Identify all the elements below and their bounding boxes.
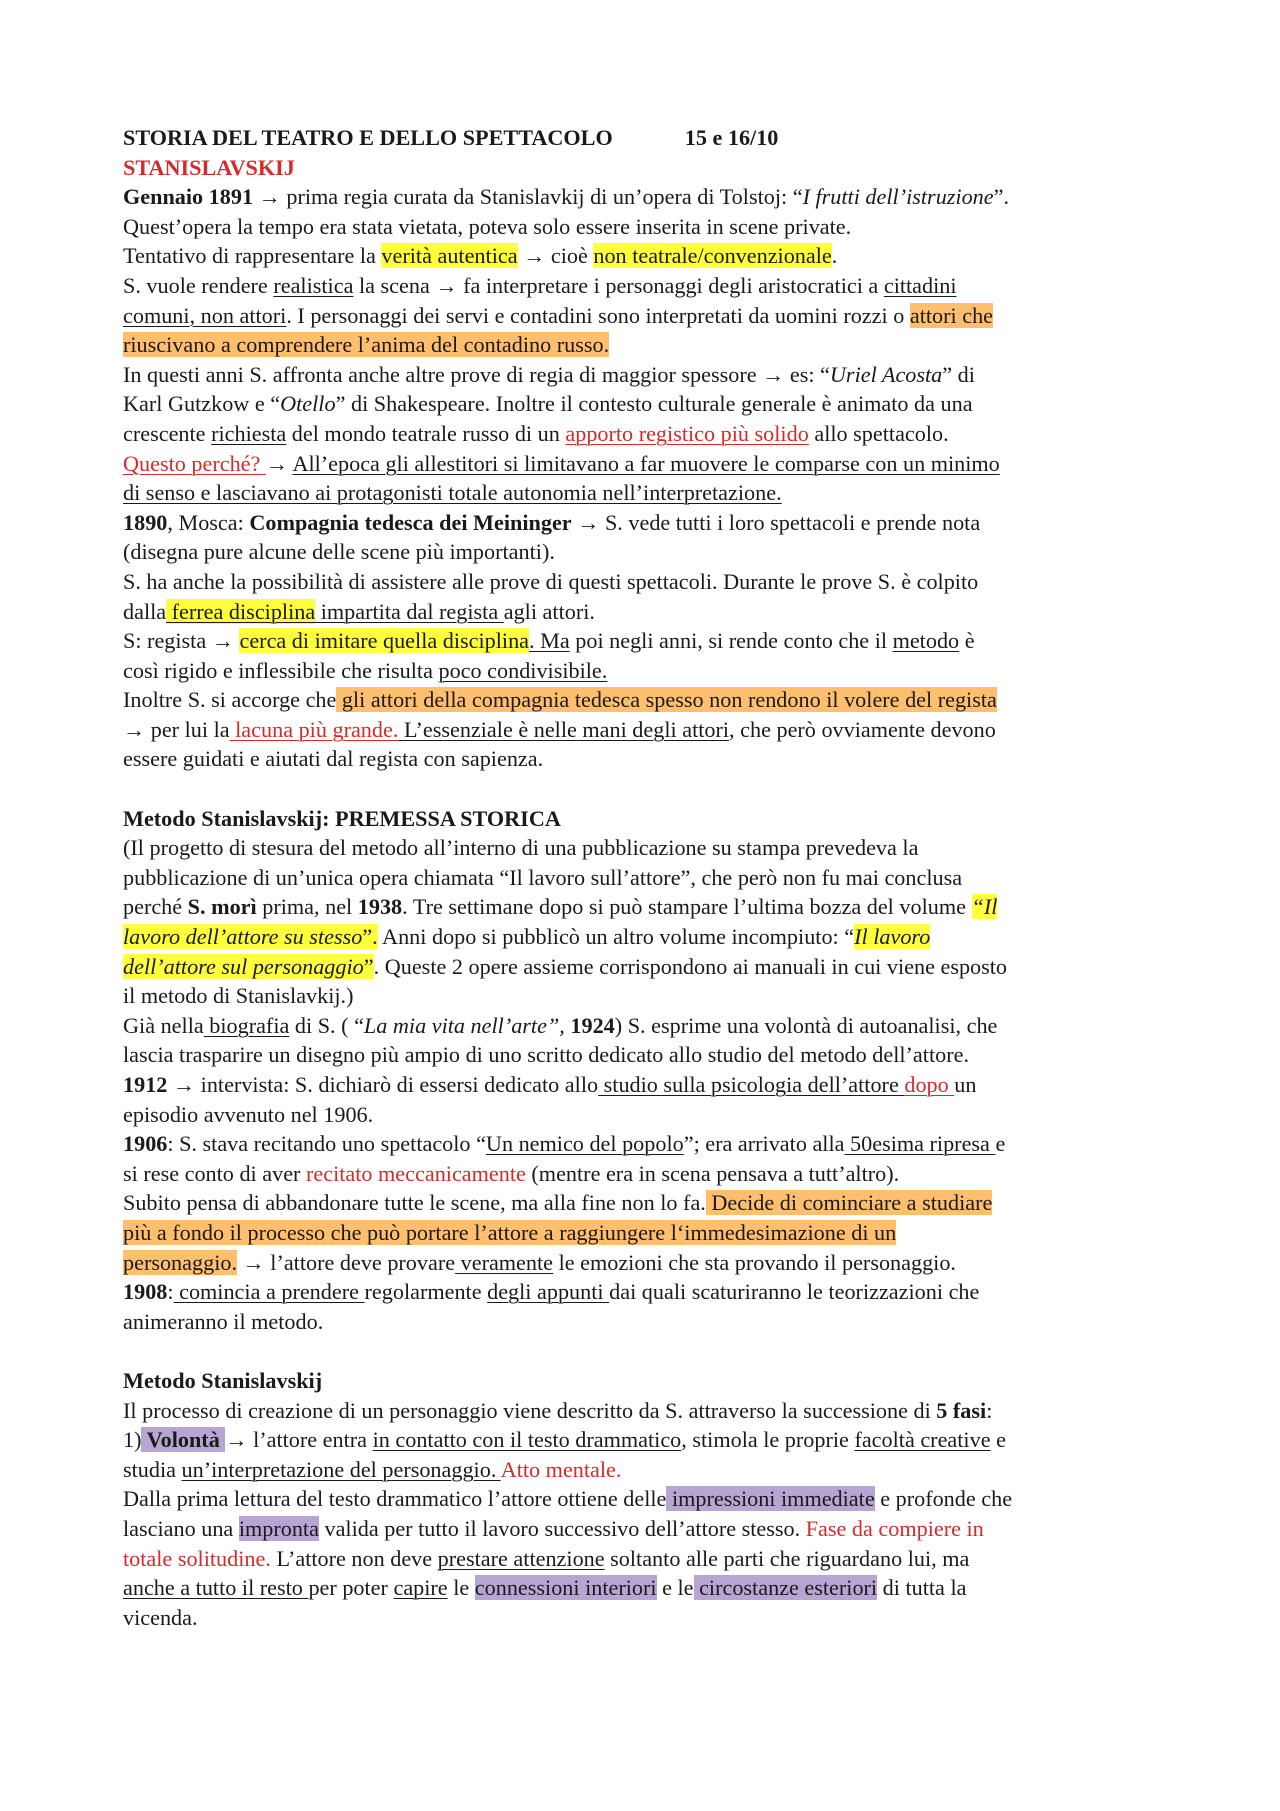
section-heading-text: Metodo Stanislavskij (123, 1367, 323, 1393)
paragraph-line (123, 922, 1168, 952)
text-run: e le (656, 1575, 694, 1601)
text-run: la scena → fa interpretare i personaggi degli aristocratici a (353, 272, 884, 298)
work-title: I frutti dell’istruzione (802, 184, 994, 210)
paragraph-line (123, 389, 1168, 419)
paragraph-line (123, 241, 1168, 271)
paragraph-line (123, 1188, 1168, 1218)
text-run: S. vuole rendere (123, 272, 274, 298)
text-run: dai quali scaturiranno le teorizzazioni che (609, 1279, 980, 1305)
paragraph-line (123, 626, 1168, 656)
underlined-term: poco condivisibile. (438, 657, 608, 683)
paragraph-line (123, 1425, 1168, 1455)
text-run: poi negli anni, si rende conto che il (569, 628, 893, 654)
text-run: le (447, 1575, 475, 1601)
paragraph-line (123, 1070, 1168, 1100)
underlined-term: comincia a prendere (173, 1279, 365, 1305)
highlight-yellow: verità autentica (381, 243, 518, 269)
paragraph-line (123, 1129, 1168, 1159)
text-run: regolarmente (364, 1279, 488, 1305)
underlined-term: un’interpretazione del personaggio. (181, 1456, 501, 1482)
text-run: agli attori. (503, 598, 595, 624)
text-run: così rigido e inflessibile che risulta (123, 657, 439, 683)
text-run: → per lui la (123, 716, 230, 742)
text-run: allo spettacolo. (808, 420, 949, 446)
date-term: 1890 (123, 509, 168, 535)
text-run: : S. stava recitando uno spettacolo “ (167, 1131, 486, 1157)
section-heading-text: Metodo Stanislavskij: PREMESSA STORICA (123, 805, 561, 831)
highlight-orange: gli attori della compagnia tedesca spesso non rendono il volere del regista (336, 687, 997, 713)
underlined-term: Un nemico del popolo (485, 1131, 684, 1157)
text-run: è (959, 628, 975, 654)
highlight-yellow: ferrea disciplina (166, 598, 316, 624)
highlight-yellow: ”. (362, 924, 378, 950)
underlined-term: realistica (273, 272, 354, 298)
paragraph-line: lascia trasparire un disegno più ampio di uno scritto dedicato allo studio del metodo dell’attore. (123, 1042, 969, 1068)
section-heading (123, 1366, 1168, 1396)
spacer (123, 1336, 1168, 1366)
text-run: e (990, 1427, 1006, 1453)
underlined-term: in contatto con il testo drammatico (372, 1427, 682, 1453)
text-run: → l’attore deve provare (237, 1249, 456, 1275)
text-run: ” di (942, 361, 975, 387)
text-run: , stimola le proprie (681, 1427, 855, 1453)
paragraph-line: S. ha anche la possibilità di assistere alle prove di questi spettacoli. Durante le prove S. è colpito (123, 568, 979, 594)
text-run: → prima regia curata da Stanislavkij di un’opera di Tolstoj: “ (253, 184, 803, 210)
paragraph-line: Quest’opera la tempo era stata vietata, poteva solo essere inserita in scene private. (123, 213, 852, 239)
text-run: . I personaggi dei servi e contadini sono interpretati da uomini rozzi o (286, 302, 910, 328)
section-stanislavskij (123, 182, 1168, 774)
highlight-orange: personaggio. (123, 1249, 237, 1275)
bold-term: S. morì (187, 894, 257, 920)
highlight-yellow: “Il (971, 894, 998, 920)
document-date: 15 e 16/10 (684, 125, 779, 150)
work-title: Otello (280, 391, 336, 417)
date-term: 1912 (123, 1072, 168, 1097)
highlight-yellow: dell’attore sul personaggio (123, 953, 364, 979)
highlight-yellow: cerca di imitare quella disciplina (239, 628, 530, 654)
underlined-term: 50esima ripresa (844, 1131, 996, 1157)
highlight-yellow: lavoro dell’attore su stesso (123, 924, 363, 950)
text-run: Karl Gutzkow e “ (123, 391, 281, 417)
text-run: lasciano una (123, 1515, 239, 1541)
paragraph-line (123, 1455, 1168, 1485)
text-run: studia (123, 1456, 182, 1482)
paragraph-line (123, 1514, 1168, 1544)
text-run: Dalla prima lettura del testo drammatico l’attore ottiene delle (123, 1486, 667, 1512)
red-underlined-term: apporto registico più solido (565, 420, 809, 446)
text-run: → intervista: S. dichiarò di essersi dedicato allo (167, 1072, 599, 1097)
text-run: e profonde che (874, 1486, 1013, 1512)
text-run: 1) (123, 1427, 142, 1453)
text-run: soltanto alle parti che riguardano lui, ma (604, 1545, 970, 1571)
text-run: un (954, 1072, 977, 1097)
paragraph-line (123, 1248, 1168, 1278)
text-run: crescente (123, 420, 212, 446)
text-run: → l’attore entra (225, 1427, 373, 1453)
section-premessa-storica (123, 804, 1168, 1337)
text-run: → (265, 450, 293, 476)
text-run: dalla (123, 598, 167, 624)
text-run: → S. vede tutti i loro spettacoli e prende nota (571, 509, 981, 535)
underlined-term: impartita dal regista (315, 598, 504, 624)
text-run: di tutta la (877, 1575, 967, 1601)
section-heading (123, 804, 1168, 834)
text-run: del mondo teatrale russo di un (286, 420, 566, 446)
text-run: ”, (546, 1012, 571, 1038)
text-run: perché (123, 894, 188, 920)
paragraph-line (123, 656, 1168, 686)
section-metodo (123, 1366, 1168, 1632)
paragraph-line (123, 1396, 1168, 1426)
paragraph-line: (disegna pure alcune delle scene più importanti). (123, 539, 555, 565)
paragraph-line (123, 1159, 1168, 1189)
text-run: , Mosca: (167, 509, 250, 535)
work-title: La mia vita nell’arte (363, 1012, 547, 1038)
highlight-purple: impressioni immediate (666, 1486, 875, 1512)
paragraph-line: animeranno il metodo. (123, 1308, 324, 1334)
text-run: Tentativo di rappresentare la (123, 243, 382, 269)
red-question: Questo perché? (123, 450, 266, 476)
text-run: prima, nel (256, 894, 358, 920)
paragraph-line (123, 1218, 1168, 1248)
red-underlined-term: dopo (904, 1072, 955, 1097)
underlined-term: facoltà creative (854, 1427, 991, 1453)
highlight-orange: più a fondo il processo che può portare l’attore a raggiungere l‘immedesimazione di un (123, 1219, 897, 1245)
paragraph-line (123, 1484, 1168, 1514)
text-run: → cioè (517, 243, 594, 269)
paragraph-line: vicenda. (123, 1604, 198, 1630)
highlight-yellow: Il lavoro (854, 924, 931, 950)
paragraph-line: episodio avvenuto nel 1906. (123, 1101, 374, 1127)
paragraph-line: essere guidati e aiutati dal regista con sapienza. (123, 746, 544, 772)
paragraph-line (123, 419, 1168, 449)
document-subtitle-line (123, 153, 1168, 183)
underlined-term: comuni, non attori (123, 302, 287, 328)
text-run: Già nella (123, 1012, 204, 1038)
highlight-purple: Volontà (141, 1427, 226, 1453)
highlight-purple: connessioni interiori (474, 1575, 657, 1601)
paragraph-line (123, 597, 1168, 627)
document-title: STORIA DEL TEATRO E DELLO SPETTACOLO (123, 125, 613, 150)
text-run: L’attore non deve (270, 1545, 438, 1571)
underlined-term: biografia (203, 1012, 290, 1038)
underlined-term: anche a tutto il resto (123, 1575, 309, 1601)
paragraph-line: di senso e lasciavano ai protagonisti totale autonomia nell’interpretazione. (123, 480, 782, 506)
red-term: Fase da compiere in (805, 1515, 984, 1541)
work-title: Uriel Acosta (829, 361, 943, 387)
document-subtitle: STANISLAVSKIJ (123, 154, 295, 180)
text-run: : (167, 1279, 174, 1305)
underlined-term: studio sulla psicologia dell’attore (598, 1072, 905, 1097)
text-run: si rese conto di aver (123, 1160, 306, 1186)
bold-term: Compagnia tedesca dei Meininger (249, 509, 572, 535)
text-run: In questi anni S. affronta anche altre prove di regia di maggior spessore → es: “ (123, 361, 830, 387)
highlight-yellow: ” (363, 953, 374, 979)
text-run: e (995, 1131, 1006, 1157)
text-run: Subito pensa di abbandonare tutte le scene, ma alla fine non lo fa. (123, 1190, 706, 1216)
spacer (123, 774, 1168, 804)
text-run: ” di Shakespeare. Inoltre il contesto culturale generale è animato da una (335, 391, 973, 417)
paragraph-line (123, 715, 1168, 745)
text-run: . (831, 243, 838, 269)
bold-term: 5 fasi (936, 1397, 987, 1423)
text-run: di S. ( “ (289, 1012, 364, 1038)
underlined-term: cittadini (883, 272, 957, 298)
text-run: ”. (993, 184, 1010, 210)
paragraph-line (123, 449, 1168, 479)
paragraph-line (123, 330, 1168, 360)
text-run: Anni dopo si pubblicò un altro volume incompiuto: “ (377, 924, 855, 950)
date-term: 1924 (570, 1012, 615, 1038)
text-run: Inoltre S. si accorge che (123, 687, 337, 713)
highlight-orange: Decide di cominciare a studiare (705, 1190, 993, 1216)
highlight-yellow: non teatrale/convenzionale (593, 243, 832, 269)
text-run: . Tre settimane dopo si può stampare l’ultima bozza del volume (402, 894, 972, 920)
text-run: ”; era arrivato alla (683, 1131, 845, 1157)
highlight-purple: circostanze esteriori (693, 1575, 878, 1601)
date-term: 1938 (357, 894, 403, 920)
paragraph-line (123, 952, 1168, 982)
paragraph-line: (Il progetto di stesura del metodo all’interno di una pubblicazione su stampa prevedeva la (123, 835, 919, 861)
paragraph-line (123, 1011, 1168, 1041)
text-run: Il processo di creazione di un personaggio viene descritto da S. attraverso la successione di (123, 1397, 937, 1423)
date-term: 1906 (123, 1131, 168, 1157)
red-underlined-term: lacuna più grande. (229, 716, 399, 742)
date-term: 1908 (123, 1279, 168, 1305)
paragraph-line (123, 508, 1168, 538)
text-run: : (986, 1397, 993, 1423)
highlight-purple: impronta (238, 1515, 319, 1541)
text-run: per poter (308, 1575, 394, 1601)
red-term: Atto mentale. (500, 1456, 622, 1482)
paragraph-line (123, 1544, 1168, 1574)
underlined-term: prestare attenzione (437, 1545, 605, 1571)
text-run: S: regista → (123, 628, 240, 654)
text-run: . Queste 2 opere assieme corrispondono ai manuali in cui viene esposto (373, 953, 1008, 979)
paragraph-line (123, 271, 1168, 301)
underlined-term: degli appunti (487, 1279, 610, 1305)
paragraph-line: pubblicazione di un’unica opera chiamata “Il lavoro sull’attore”, che però non fu mai conclusa (123, 864, 963, 890)
paragraph-line: il metodo di Stanislavkij.) (123, 983, 354, 1009)
underlined-term: veramente (455, 1249, 554, 1275)
paragraph-line (123, 301, 1168, 331)
text-run: le emozioni che sta provando il personaggio. (553, 1249, 956, 1275)
paragraph-line (123, 1573, 1168, 1603)
highlight-orange: riuscivano a comprendere l’anima del contadino russo. (123, 332, 610, 358)
paragraph-line (123, 892, 1168, 922)
paragraph-line (123, 182, 1168, 212)
red-term: recitato meccanicamente (305, 1160, 526, 1186)
date-term: Gennaio 1891 (123, 184, 254, 210)
text-run: , che però ovviamente devono (729, 716, 996, 742)
underlined-term: richiesta (211, 420, 287, 446)
text-run: (mentre era in scena pensava a tutt’altro). (525, 1160, 900, 1186)
document-title-line (123, 123, 1168, 153)
red-term: totale solitudine. (123, 1545, 271, 1571)
underlined-term: All’epoca gli allestitori si limitavano a far muovere le comparse con un minimo (292, 450, 1000, 476)
underlined-term: L’essenziale è nelle mani degli attori (398, 716, 730, 742)
text-run: ) S. esprime una volontà di autoanalisi, che (614, 1012, 998, 1038)
paragraph-line (123, 360, 1168, 390)
underlined-term: capire (393, 1575, 448, 1601)
underlined-term: . Ma (529, 628, 570, 654)
underlined-term: metodo (892, 628, 960, 654)
highlight-orange: attori che (909, 302, 994, 328)
text-run: valida per tutto il lavoro successivo dell’attore stesso. (318, 1515, 806, 1541)
paragraph-line (123, 1277, 1168, 1307)
paragraph-line (123, 685, 1168, 715)
